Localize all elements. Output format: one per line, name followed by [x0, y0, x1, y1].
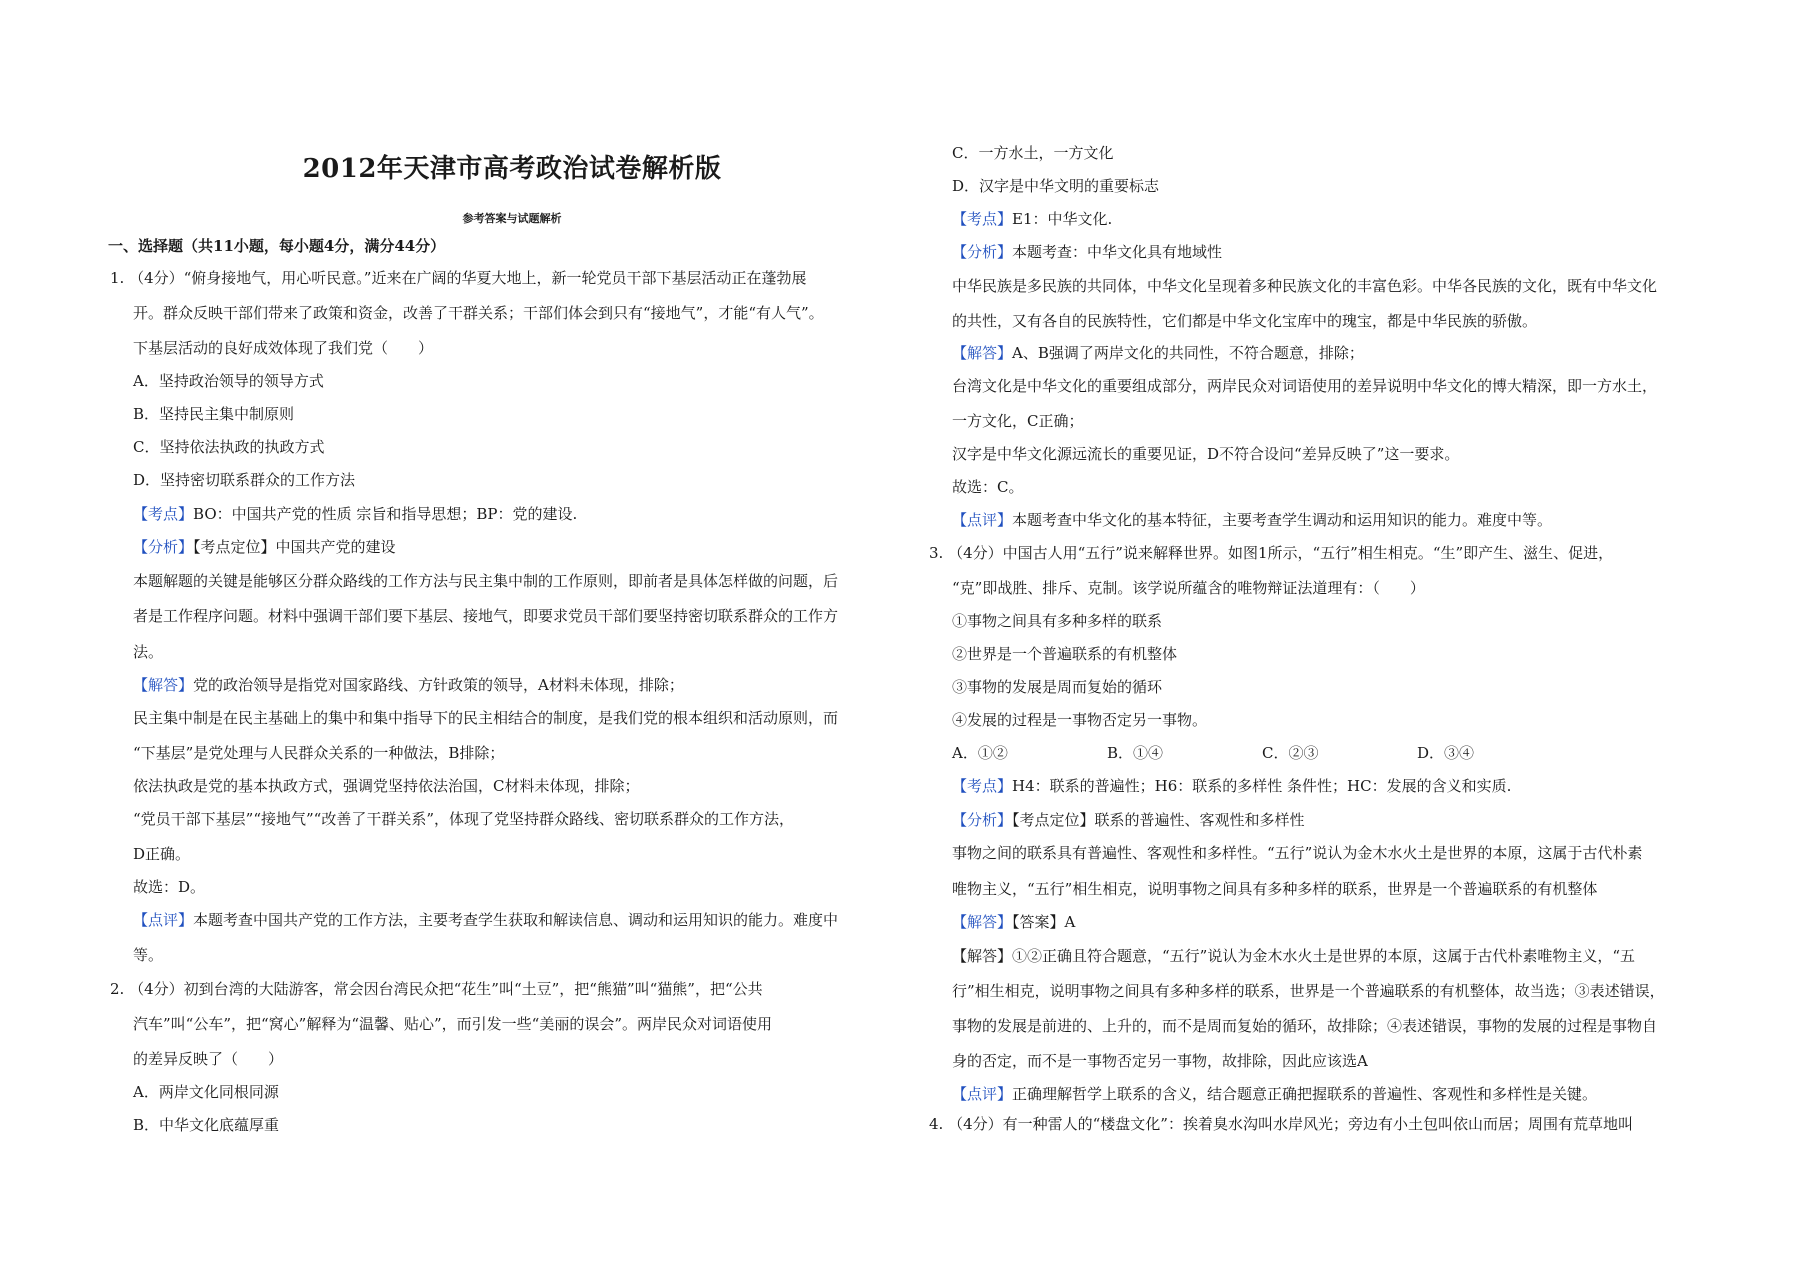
dianping-tag: 【点评】 [952, 1085, 1013, 1103]
q1-option-d: D．坚持密切联系群众的工作方法 [133, 471, 356, 489]
q2-stem-line: 2. （4分）初到台湾的大陆游客，常会因台湾民众把“花生”叫“土豆”，把“熊猫”叫“猫熊”，把“公共 [110, 980, 763, 998]
q3-statement: ④发展的过程是一事物否定另一事物。 [952, 711, 1208, 729]
kaodian-text: BO：中国共产党的性质 宗旨和指导思想；BP：党的建设. [193, 505, 578, 523]
fenxi-tag: 【分析】 [952, 811, 1013, 829]
kaodian-tag: 【考点】 [133, 505, 194, 523]
kaodian-text: E1：中华文化. [1012, 210, 1113, 228]
kaodian-text: H4：联系的普遍性；H6：联系的多样性 条件性；HC：发展的含义和实质. [1012, 777, 1512, 795]
q2-option-a: A．两岸文化同根同源 [133, 1083, 279, 1101]
q2-stem-line: 的差异反映了（ ） [133, 1050, 284, 1068]
q1-jieda-line: “下基层”是党处理与人民群众关系的一种做法，B排除； [133, 744, 505, 762]
q1-option-c: C．坚持依法执政的执政方式 [133, 438, 325, 456]
q1-stem-line: 开。群众反映干部们带来了政策和资金，改善了干群关系；干部们体会到只有“接地气”，才能“有人气”。 [133, 304, 824, 322]
document-title: 2012年天津市高考政治试卷解析版 [302, 154, 722, 184]
fenxi-tag: 【分析】 [133, 538, 194, 556]
q3-statement: ③事物的发展是周而复始的循环 [952, 678, 1163, 696]
q3-option-d: D．③④ [1417, 744, 1475, 762]
q1-fenxi [133, 537, 396, 557]
q2-fenxi [952, 242, 1222, 262]
q3-statement: ①事物之间具有多种多样的联系 [952, 612, 1163, 630]
q3-stem-line: “克”即战胜、排斥、克制。该学说所蕴含的唯物辩证法道理有：（ ） [952, 579, 1425, 597]
fenxi-text: 【考点定位】联系的普遍性、客观性和多样性 [1012, 811, 1305, 829]
q1-jieda-line: 民主集中制是在民主基础上的集中和集中指导下的民主相结合的制度，是我们党的根本组织和活动原则，而 [133, 709, 839, 727]
q3-stem-line: 3. （4分）中国古人用“五行”说来解释世界。如图1所示，“五行”相生相克。“生”即产生、滋生、促进， [929, 544, 1614, 562]
jieda-text: 【答案】A [1012, 913, 1076, 931]
q3-kaodian [952, 776, 1511, 796]
q1-jieda-line: 依法执政是党的基本执政方式，强调党坚持依法治国，C材料未体现，排除； [133, 777, 640, 795]
fenxi-text: 【考点定位】中国共产党的建设 [193, 538, 396, 556]
q2-fenxi-line: 中华民族是多民族的共同体，中华文化呈现着多种民族文化的丰富色彩。中华各民族的文化，既有中华文化 [952, 277, 1658, 295]
q1-dianping [133, 910, 838, 930]
q1-dianping-line: 等。 [133, 946, 164, 964]
q1-option-a: A．坚持政治领导的领导方式 [133, 372, 324, 390]
dianping-text: 本题考查中华文化的基本特征，主要考查学生调动和运用知识的能力。难度中等。 [1012, 511, 1553, 529]
q2-option-d: D．汉字是中华文明的重要标志 [952, 177, 1160, 195]
jieda-text: 党的政治领导是指党对国家路线、方针政策的领导，A材料未体现，排除； [193, 676, 684, 694]
q3-statement: ②世界是一个普遍联系的有机整体 [952, 645, 1178, 663]
document-subtitle: 参考答案与试题解析 [462, 212, 562, 225]
q2-jieda-line: 一方文化，C正确； [952, 412, 1084, 430]
q1-jieda [133, 675, 684, 695]
q1-stem-line: 下基层活动的良好成效体现了我们党（ ） [133, 339, 434, 357]
q3-option-c: C．②③ [1262, 744, 1319, 762]
jieda-text: A、B强调了两岸文化的共同性，不符合题意，排除； [1012, 344, 1364, 362]
q3-fenxi-line: 事物之间的联系具有普遍性、客观性和多样性。“五行”说认为金木水火土是世界的本原，这属于古代朴素 [952, 844, 1643, 862]
q4-stem-line: 4. （4分）有一种雷人的“楼盘文化”：挨着臭水沟叫水岸风光；旁边有小土包叫依山而居；周围有荒草地叫 [929, 1115, 1633, 1133]
q1-option-b: B．坚持民主集中制原则 [133, 405, 295, 423]
q3-fenxi [952, 810, 1305, 830]
q3-option-b: B．①④ [1107, 744, 1164, 762]
q2-jieda-line: 汉字是中华文化源远流长的重要见证，D不符合设问“差异反映了”这一要求。 [952, 445, 1460, 463]
q3-jieda-line: 【解答】①②正确且符合题意，“五行”说认为金木水火土是世界的本原，这属于古代朴素唯物主义，“五 [952, 947, 1636, 965]
q1-fenxi-line: 本题解题的关键是能够区分群众路线的工作方法与民主集中制的工作原则，即前者是具体怎样做的问题，后 [133, 572, 839, 590]
q3-jieda [952, 912, 1075, 932]
q3-jieda-line: 身的否定，而不是一事物否定另一事物，故排除，因此应该选A [952, 1052, 1368, 1070]
q3-options [952, 743, 1572, 763]
section-heading: 一、选择题（共11小题，每小题4分，满分44分） [108, 237, 446, 255]
jieda-tag: 【解答】 [133, 676, 194, 694]
q3-dianping [952, 1084, 1597, 1104]
q2-stem-line: 汽车”叫“公车”，把“窝心”解释为“温馨、贴心”，而引发一些“美丽的误会”。两岸民众对词语使用 [133, 1015, 773, 1033]
q3-jieda-line: 事物的发展是前进的、上升的，而不是周而复始的循环，故排除；④表述错误，事物的发展的过程是事物自 [952, 1017, 1658, 1035]
q1-fenxi-line: 者是工作程序问题。材料中强调干部们要下基层、接地气，即要求党员干部们要坚持密切联系群众的工作方 [133, 607, 839, 625]
q2-dianping [952, 510, 1552, 530]
kaodian-tag: 【考点】 [952, 210, 1013, 228]
dianping-tag: 【点评】 [952, 511, 1013, 529]
q2-jieda-line: 台湾文化是中华文化的重要组成部分，两岸民众对词语使用的差异说明中华文化的博大精深，即一方水土， [952, 377, 1658, 395]
jieda-tag: 【解答】 [952, 344, 1013, 362]
jieda-tag: 【解答】 [952, 913, 1013, 931]
q3-fenxi-line: 唯物主义，“五行”相生相克，说明事物之间具有多种多样的联系，世界是一个普遍联系的有机整体 [952, 880, 1598, 898]
q1-stem-line: 1. （4分）“俯身接地气，用心听民意。”近来在广阔的华夏大地上，新一轮党员干部下基层活动正在蓬勃展 [110, 269, 807, 287]
q2-option-b: B．中华文化底蕴厚重 [133, 1116, 280, 1134]
q1-kaodian [133, 504, 577, 524]
q2-answer: 故选：C。 [952, 478, 1024, 496]
q2-option-c: C．一方水土，一方文化 [952, 144, 1114, 162]
q1-jieda-line: D正确。 [133, 845, 191, 863]
q2-jieda [952, 343, 1364, 363]
dianping-text: 本题考查中国共产党的工作方法，主要考查学生获取和解读信息、调动和运用知识的能力。难度中 [193, 911, 839, 929]
fenxi-tag: 【分析】 [952, 243, 1013, 261]
kaodian-tag: 【考点】 [952, 777, 1013, 795]
q3-jieda-line: 行”相生相克，说明事物之间具有多种多样的联系，世界是一个普遍联系的有机整体，故当选；③表述错误， [952, 982, 1665, 1000]
fenxi-text: 本题考查：中华文化具有地域性 [1012, 243, 1223, 261]
q2-fenxi-line: 的共性，又有各自的民族特性，它们都是中华文化宝库中的瑰宝，都是中华民族的骄傲。 [952, 312, 1538, 330]
q1-jieda-line: “党员干部下基层”“接地气”“改善了干群关系”，体现了党坚持群众路线、密切联系群众的工作方法， [133, 810, 795, 828]
dianping-text: 正确理解哲学上联系的含义，结合题意正确把握联系的普遍性、客观性和多样性是关键。 [1012, 1085, 1598, 1103]
dianping-tag: 【点评】 [133, 911, 194, 929]
q1-answer: 故选：D。 [133, 878, 206, 896]
q2-kaodian [952, 209, 1112, 229]
q3-option-a: A．①② [952, 744, 1008, 762]
q1-fenxi-line: 法。 [133, 643, 164, 661]
